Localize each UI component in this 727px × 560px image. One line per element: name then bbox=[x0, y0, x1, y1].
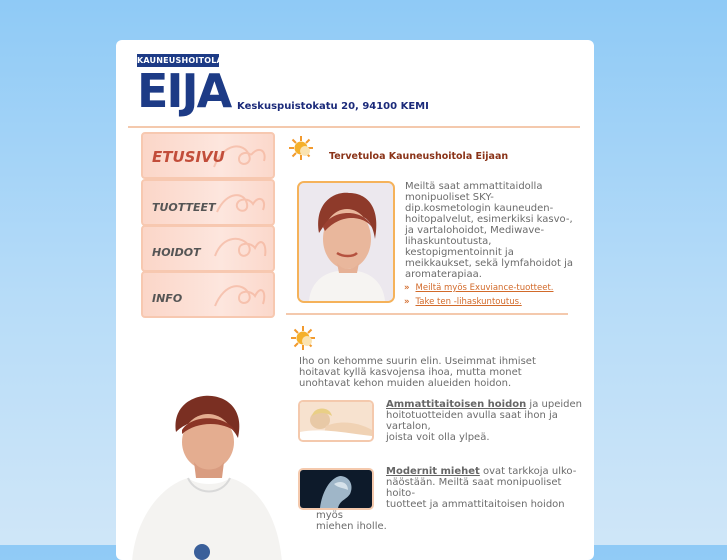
intro-line: meikkaukset, sekä lymfahoidot ja bbox=[405, 258, 574, 269]
beautician-photo bbox=[126, 392, 286, 560]
nav-item-info[interactable] bbox=[141, 271, 275, 318]
spa-treatment-image bbox=[300, 402, 372, 440]
nav-item-tuotteet[interactable] bbox=[141, 179, 275, 226]
portrait-image bbox=[299, 183, 393, 301]
professional-care-line: vartalon, bbox=[386, 421, 431, 432]
nav-item-etusivu[interactable] bbox=[141, 132, 275, 179]
nav-label-etusivu: ETUSIVU bbox=[152, 148, 225, 166]
skin-intro-text bbox=[299, 356, 559, 389]
skin-intro-line: Iho on kehomme suurin elin. Useimmat ihmiset bbox=[299, 356, 536, 367]
nav-label-hoidot: HOIDOT bbox=[152, 246, 201, 259]
take-ten-link-text[interactable]: Take ten -lihaskuntoutus. bbox=[415, 297, 522, 307]
intro-line: kestopigmentoinnit ja bbox=[405, 247, 514, 258]
arrow-icon: » bbox=[404, 297, 410, 307]
modern-men-text bbox=[386, 466, 591, 510]
swirl-ornament-icon bbox=[209, 276, 269, 312]
portrait-photo bbox=[297, 181, 395, 303]
exuviance-link[interactable] bbox=[404, 283, 554, 293]
swirl-ornament-icon bbox=[209, 230, 269, 266]
men-image bbox=[300, 470, 372, 508]
modern-men-tail bbox=[316, 510, 436, 532]
intro-line: aromaterapiaa. bbox=[405, 269, 482, 280]
professional-care-line: hoitotuotteiden avulla saat ihon ja bbox=[386, 410, 558, 421]
welcome-title: Tervetuloa Kauneushoitola Eijaan bbox=[329, 151, 509, 162]
modern-men-line: myös bbox=[316, 510, 343, 521]
professional-care-line: ja upeiden bbox=[526, 399, 582, 410]
intro-line: hoitopalvelut, esimerkiksi kasvo-, bbox=[405, 214, 573, 225]
nav-item-hoidot[interactable] bbox=[141, 225, 275, 272]
intro-line: ja vartalohoidot, Mediwave- bbox=[405, 225, 545, 236]
exuviance-link-text[interactable]: Meiltä myös Exuviance-tuotteet. bbox=[415, 283, 554, 293]
skin-intro-line: hoitavat kyllä kasvojensa ihoa, mutta monet bbox=[299, 367, 522, 378]
section-divider bbox=[286, 313, 568, 315]
address: Keskuspuistokatu 20, 94100 KEMI bbox=[237, 101, 429, 112]
professional-care-line: joista voit olla ylpeä. bbox=[386, 432, 490, 443]
sun-icon bbox=[288, 135, 314, 161]
nav-label-info: INFO bbox=[152, 292, 183, 305]
page-card bbox=[116, 40, 594, 560]
modern-men-link[interactable]: Modernit miehet bbox=[386, 466, 480, 477]
intro-line: monipuoliset SKY- bbox=[405, 192, 494, 203]
take-ten-link[interactable] bbox=[404, 297, 522, 307]
logo-main-text: EIJA bbox=[137, 64, 231, 118]
professional-care-text bbox=[386, 399, 591, 443]
spa-treatment-thumbnail bbox=[298, 400, 374, 442]
modern-men-line: näöstään. Meiltä saat monipuoliset bbox=[386, 477, 562, 488]
modern-men-line: ovat tarkkoja ulko- bbox=[479, 466, 577, 477]
swirl-ornament-icon bbox=[209, 184, 269, 220]
sun-icon bbox=[290, 325, 316, 351]
nav-label-tuotteet: TUOTTEET bbox=[152, 201, 216, 214]
skin-intro-line: unohtavat kehon muiden alueiden hoidon. bbox=[299, 378, 512, 389]
logo[interactable] bbox=[137, 54, 231, 118]
intro-line: dip.kosmetologin kauneuden- bbox=[405, 203, 554, 214]
logo-top-text: KAUNEUSHOITOLA bbox=[137, 56, 223, 65]
modern-men-line: hoito- bbox=[386, 488, 416, 499]
modern-men-line: miehen iholle. bbox=[316, 521, 387, 532]
header-divider bbox=[128, 126, 580, 128]
professional-care-link[interactable]: Ammattitaitoisen hoidon bbox=[386, 399, 527, 410]
modern-men-line: tuotteet ja ammattitaitoisen hoidon bbox=[386, 499, 565, 510]
men-thumbnail bbox=[298, 468, 374, 510]
intro-line: Meiltä saat ammattitaidolla bbox=[405, 181, 543, 192]
intro-text bbox=[405, 181, 585, 280]
intro-line: lihaskuntoutusta, bbox=[405, 236, 492, 247]
arrow-icon: » bbox=[404, 283, 410, 293]
